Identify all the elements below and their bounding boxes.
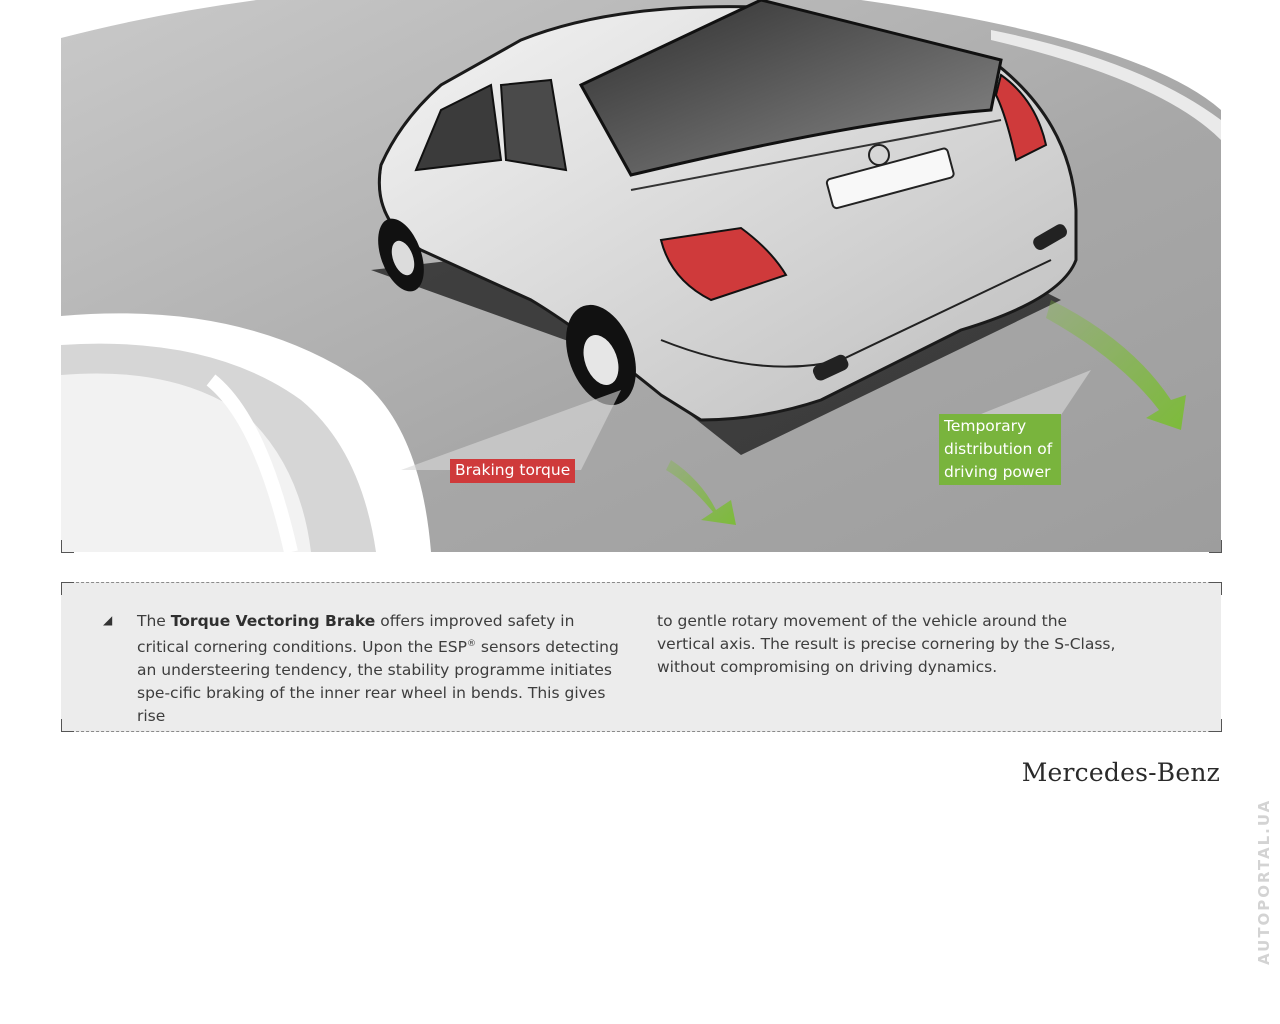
caption-box <box>61 582 1221 732</box>
caption-emphasis: Torque Vectoring Brake <box>170 612 376 630</box>
caption-lead: The <box>137 612 171 630</box>
crop-mark <box>1209 582 1222 595</box>
caption-body-2: sensors detecting an understeering tendency, the stability programme initiates spe-cific braking of the inner rear wheel in bends. This gives rise <box>137 638 619 726</box>
caption-left-column <box>137 610 627 728</box>
crop-mark <box>1209 719 1222 732</box>
caption-right-column: to gentle rotary movement of the vehicle around the vertical axis. The result is precise cornering by the S-Class, without compromising on driving dynamics. <box>657 612 1116 676</box>
driving-power-label: Temporary distribution of driving power <box>939 414 1061 485</box>
triangle-bullet-icon: ◢ <box>103 613 113 627</box>
crop-mark <box>1209 540 1222 553</box>
crop-mark <box>61 540 74 553</box>
crop-mark <box>61 582 74 595</box>
watermark: AUTOPORTAL.UA <box>1255 798 1273 965</box>
mercedes-benz-wordmark: Mercedes-Benz <box>1021 758 1220 787</box>
crop-mark <box>61 719 74 732</box>
braking-torque-label: Braking torque <box>450 459 575 483</box>
caption-body-1: offers improved safety in critical cornering conditions. Upon the ESP <box>137 612 575 657</box>
registered-mark: ® <box>466 639 476 649</box>
